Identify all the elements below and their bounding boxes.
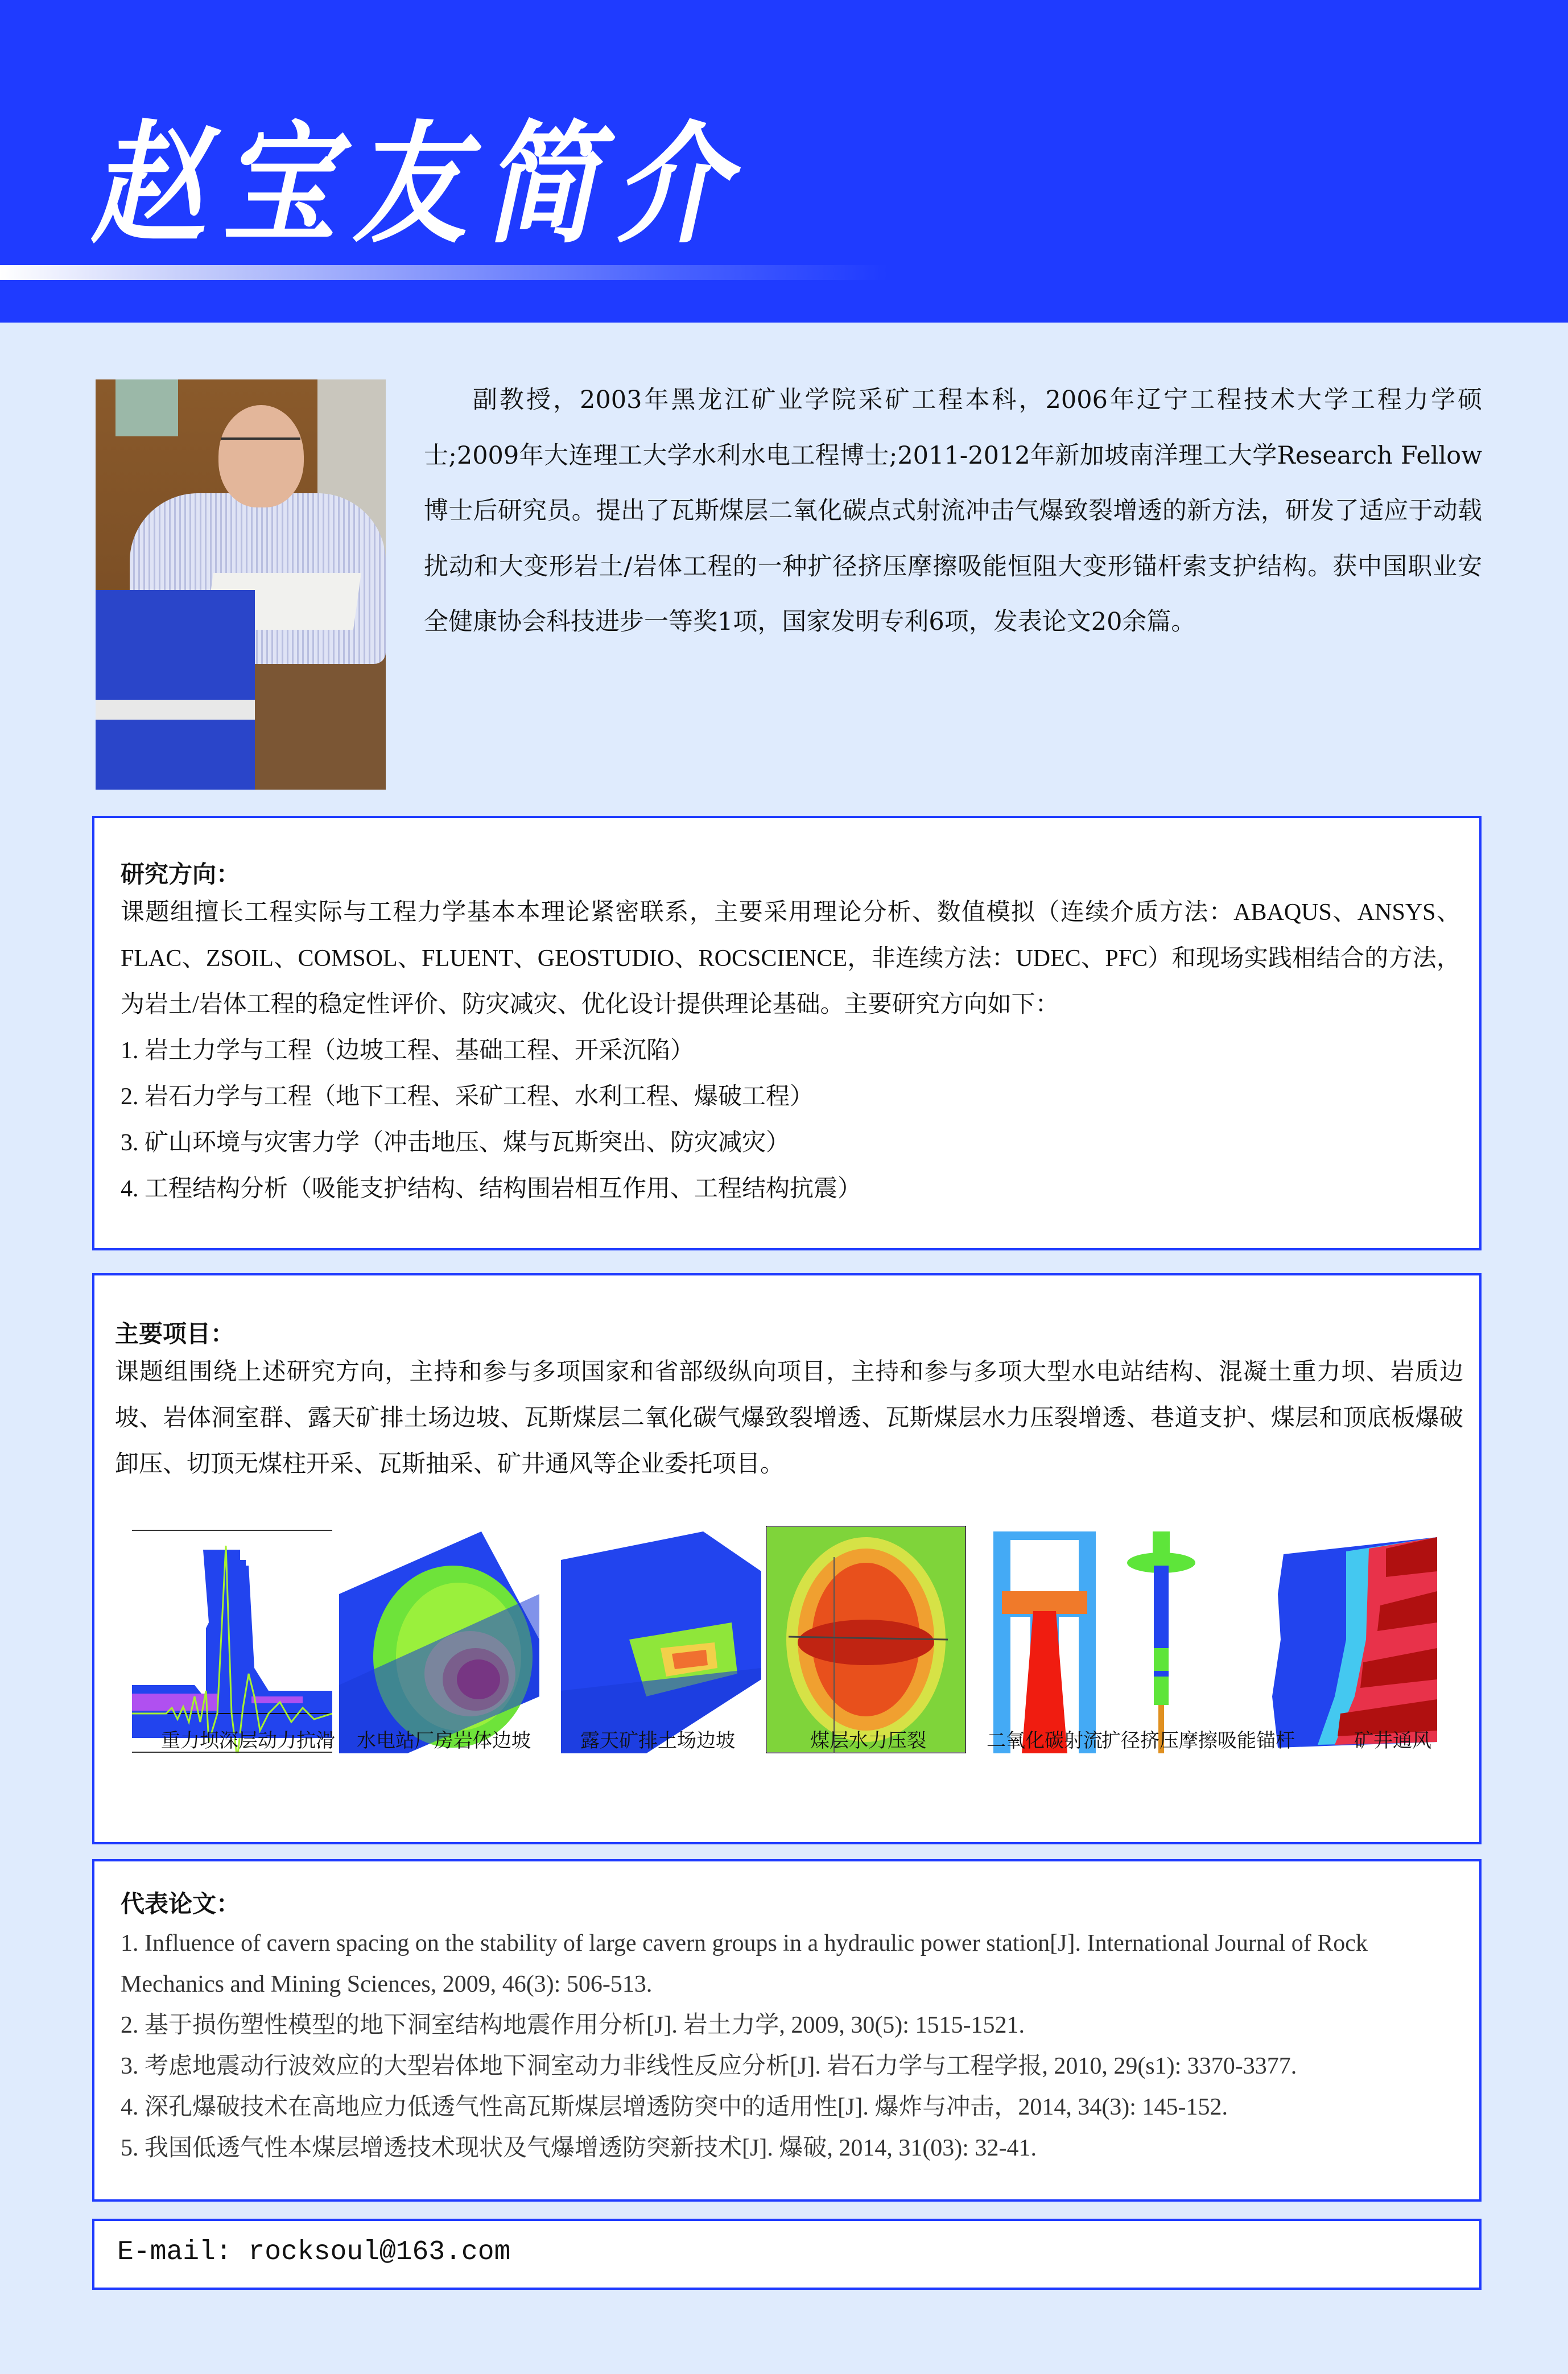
papers-list [121,1923,1469,2169]
mine-ventilation-contour [1249,1526,1437,1753]
figure-caption: 矿井通风 [1354,1729,1431,1752]
figure-dam-dynamic [132,1526,332,1753]
email-link[interactable]: E-mail: rocksoul@163.com [117,2237,511,2268]
projects-body: 课题组围绕上述研究方向，主持和参与多项国家和省部级纵向项目，主持和参与多项大型水电站结构、混凝土重力坝、岩质边坡、岩体洞室群、露天矿排土场边坡、瓦斯煤层二氧化碳气爆致裂增透、瓦斯煤层水力压裂增透、巷道支护、煤层和顶底板爆破卸压、切顶无煤柱开采、瓦斯抽采、矿井通风等企业委托项目。 [115,1359,1463,1477]
figure-dump-slope [561,1526,761,1753]
projects-section [92,1273,1482,1844]
bio-paragraph: 副教授，2003年黑龙江矿业学院采矿工程本科，2006年辽宁工程技术大学工程力学硕士;2009年大连理工大学水利水电工程博士;2011-2012年新加坡南洋理工大学Research Fellow博士后研究员。提出了瓦斯煤层二氧化碳点式射流冲击气爆致裂增透的新方法，研发了适应于动载扰动和大变形岩土/岩体工程的一种扩径挤压摩擦吸能恒阻大变形锚杆索支护结构。获中国职业安全健康协会科技进步一等奖1项，国家发明专利6项，发表论文20余篇。 [424,386,1482,636]
research-item: 2. 岩石力学与工程（地下工程、采矿工程、水利工程、爆破工程） [121,1084,814,1110]
figure-caption: 二氧化碳射流 [987,1729,1103,1752]
photo-glasses [221,437,300,448]
research-title: 研究方向： [121,860,241,888]
research-item: 1. 岩土力学与工程（边坡工程、基础工程、开采沉陷） [121,1038,695,1064]
page-title: 赵宝友简介 [91,108,746,262]
paper-item: 4. 深孔爆破技术在高地应力低透气性高瓦斯煤层增透防突中的适用性[J]. 爆炸与冲击，2014, 34(3): 145-152. [121,2094,1228,2120]
co2-jet-contour [988,1526,1101,1753]
figure-anchor-bolt [1119,1526,1204,1753]
papers-title: 代表论文： [121,1890,241,1918]
research-intro: 课题组擅长工程实际与工程力学基本本理论紧密联系，主要采用理论分析、数值模拟（连续介质方法：ABAQUS、ANSYS、FLAC、ZSOIL、COMSOL、FLUENT、GEOSTUDIO、ROCSCIENCE，非连续方法：UDEC、PFC）和现场实践相结合的方法，为岩土/岩体工程的稳定性评价、防灾减灾、优化设计提供理论基础。主要研究方向如下： [121,899,1460,1018]
research-section [92,816,1482,1250]
figure-caption: 水电站厂房岩体边坡 [357,1729,531,1752]
research-item: 4. 工程结构分析（吸能支护结构、结构围岩相互作用、工程结构抗震） [121,1176,862,1202]
papers-section [92,1859,1482,2202]
dam-time-history-chart [132,1526,332,1753]
figure-caption: 重力坝深层动力抗滑 [161,1729,335,1752]
portrait-photo [96,379,386,790]
hydropower-slope-contour [339,1526,539,1753]
paper-item: 5. 我国低透气性本煤层增透技术现状及气爆增透防突新技术[J]. 爆破, 2014, 31(03): 32-41. [121,2135,1037,2161]
figure-mine-ventilation [1249,1526,1437,1753]
project-figures [112,1526,1466,1719]
photo-books [96,590,255,790]
contact-section [92,2219,1482,2290]
header-banner [0,0,1568,323]
projects-title: 主要项目： [115,1320,235,1348]
paper-item: 2. 基于损伤塑性模型的地下洞室结构地震作用分析[J]. 岩土力学, 2009, 30(5): 1515-1521. [121,2012,1025,2038]
coal-fracturing-contour [766,1526,966,1753]
figure-hydropower-slope [339,1526,539,1753]
figure-co2-jet [988,1526,1101,1753]
dump-slope-contour [561,1526,761,1753]
figure-caption: 露天矿排土场边坡 [580,1729,735,1752]
research-item: 3. 矿山环境与灾害力学（冲击地压、煤与瓦斯突出、防灾减灾） [121,1130,790,1156]
figure-caption: 扩径挤压摩擦吸能锚杆 [1101,1729,1295,1752]
gradient-stripe [0,265,888,280]
research-body [121,890,1460,1212]
paper-item: 1. Influence of cavern spacing on the stability of large cavern groups in a hydraulic power station[J]. International Journal of Rock Mechanics and Mining Sciences, 2009, 46(3): 506-513. [121,1930,1368,1997]
figure-coal-fracturing [766,1526,966,1753]
photo-bookshelf [115,379,178,436]
photo-head [218,405,304,507]
anchor-bolt-model [1119,1526,1204,1753]
figure-caption: 煤层水力压裂 [810,1729,926,1752]
paper-item: 3. 考虑地震动行波效应的大型岩体地下洞室动力非线性反应分析[J]. 岩石力学与工程学报, 2010, 29(s1): 3370-3377. [121,2053,1297,2079]
